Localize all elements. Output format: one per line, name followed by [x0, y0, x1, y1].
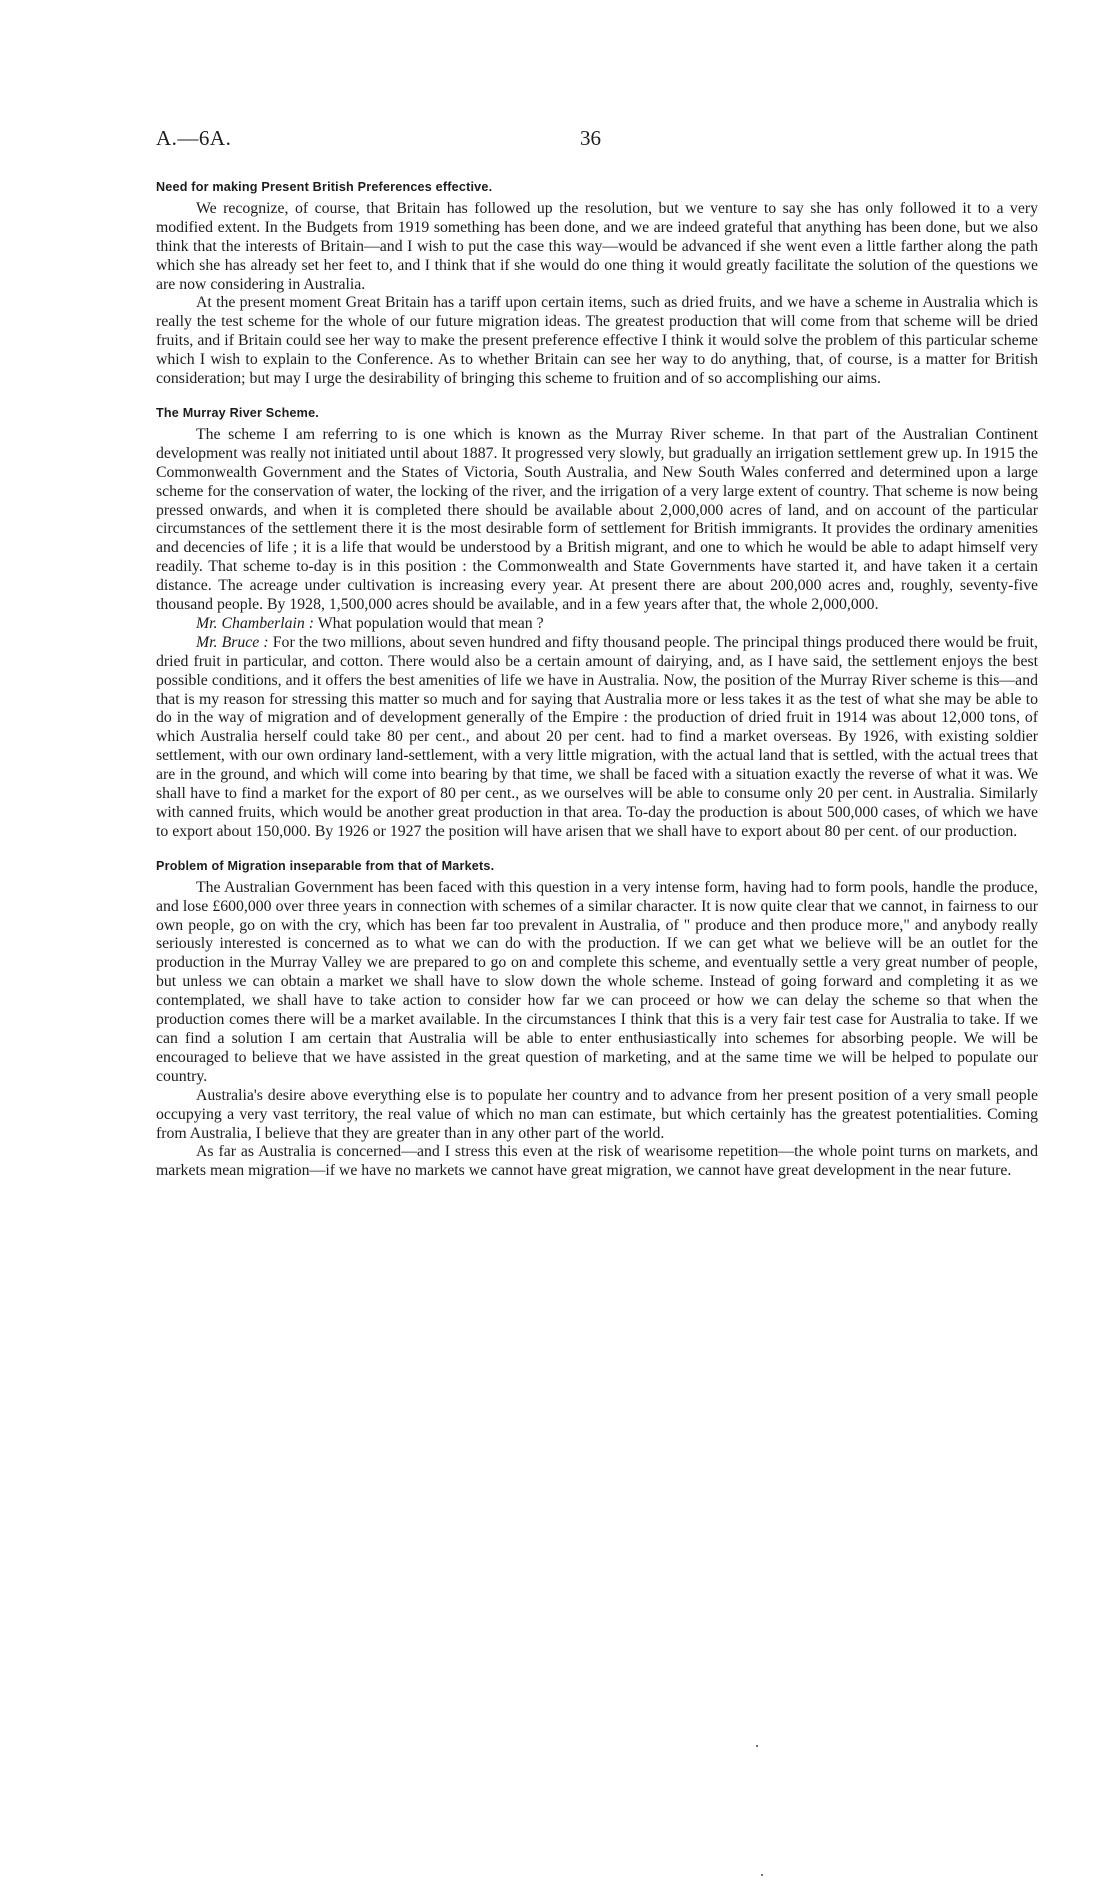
speaker-name: Mr. Bruce : [196, 633, 269, 651]
document-reference: A.—6A. [156, 126, 232, 150]
section-migration-and-markets [156, 857, 1038, 1181]
paragraph: At the present moment Great Britain has a tariff upon certain items, such as dried fruits, and we have a scheme in Australia which is really the test scheme for the whole of our future migration ideas. The greatest production that will come from that scheme will be dried fruits, and if Britain could see her way to make the present preference effective I think it would solve the problem of this particular scheme which I wish to explain to the Conference. As to whether Britain can see her way to do anything, that, of course, is a matter for British consideration; but may I urge the desirability of bringing this scheme to fruition and of so accomplishing our aims. [156, 294, 1038, 388]
scan-speck [761, 1874, 763, 1876]
speech-text: For the two millions, about seven hundred and fifty thousand people. The principal things produced there would be fruit, dried fruit in particular, and cotton. There would also be a certain amount of dairying, and, as I have said, the settlement enjoys the best possible conditions, and it offers the best amenities of life we have in Australia. Now, the position of the Murray River scheme is this—and that is my reason for stressing this matter so much and for saying that Australia more or less takes it as the test of what she may be able to do in the way of migration and of development generally of the Empire : the production of dried fruit in 1914 was about 12,000 tons, of which Australia herself could take 80 per cent., and about 20 per cent. had to find a market overseas. By 1926, with existing soldier settlement, with our own ordinary land-settlement, with a very little migration, with the actual land that is settled, with the actual trees that are in the ground, and which will come into bearing by that time, we shall be faced with a situation exactly the reverse of what it was. We shall have to find a market for the export of 80 per cent., as we ourselves will be able to consume only 20 per cent. in Australia. Similarly with canned fruits, which would be another great production in that area. To-day the production is about 500,000 cases, of which we have to export about 150,000. By 1926 or 1927 the position will have arisen that we shall have to export about 80 per cent. of our production. [156, 633, 1038, 840]
paragraph: As far as Australia is concerned—and I stress this even at the risk of wearisome repetition—the whole point turns on markets, and markets mean migration—if we have no markets we cannot have great migration, we cannot have great development in the near future. [156, 1143, 1038, 1180]
dialogue-turn [156, 634, 1038, 842]
section-murray-river-scheme [156, 404, 1038, 842]
section-heading: Need for making Present British Preferences effective. [156, 180, 493, 194]
paragraph: The Australian Government has been faced with this question in a very intense form, having had to form pools, handle the produce, and lose £600,000 over three years in connection with schemes of a similar character. It is now quite clear that we cannot, in fairness to our own people, go on with the cry, which has been far too prevalent in Australia, of " produce and then produce more," and anybody really seriously interested is concerned as to what we can do with the production. If we can get what we believe will be an outlet for the production in the Murray Valley we are prepared to go on and complete this scheme, and eventually settle a very great number of people, but unless we can obtain a market we shall have to slow down the whole scheme. Instead of going forward and completing it as we contemplated, we shall have to take action to consider how far we can proceed or how we can delay the scheme so that when the production comes there will be a market available. In the circumstances I think that this is a very fair test case for Australia to take. If we can find a solution I am certain that Australia will be able to enter enthusiastically into schemes for absorbing people. We will be encouraged to believe that we have assisted in the great question of marketing, and at the same time we will be helped to populate our country. [156, 878, 1038, 1085]
page-number: 36 [580, 126, 601, 150]
page-header [156, 126, 976, 156]
section-british-preferences [156, 178, 1038, 389]
scan-speck [756, 1745, 758, 1747]
section-heading: Problem of Migration inseparable from that of Markets. [156, 858, 495, 873]
dialogue-turn [156, 615, 1038, 634]
paragraph: The scheme I am referring to is one which is known as the Murray River scheme. In that part of the Australian Continent development was really not initiated until about 1887. It progressed very slowly, but gradually an irrigation settlement grew up. In 1915 the Commonwealth Government and the States of Victoria, South Australia, and New South Wales conferred and determined upon a large scheme for the conservation of water, the locking of the river, and the irrigation of a very large extent of country. That scheme is now being pressed onwards, and when it is completed there should be available about 2,000,000 acres of land, and on account of the particular circumstances of the settlement there it is the most desirable form of settlement for British immigrants. It provides the ordinary amenities and decencies of life ; it is a life that would be understood by a British migrant, and one to which he would be able to adapt himself very readily. That scheme to-day is in this position : the Commonwealth and State Governments have started it, and have taken it a certain distance. The acreage under cultivation is increasing every year. At present there are about 200,000 acres and, roughly, seventy-five thousand people. By 1928, 1,500,000 acres should be available, and in a few years after that, the whole 2,000,000. [156, 425, 1038, 614]
document-body [156, 178, 1038, 1196]
paragraph: We recognize, of course, that Britain has followed up the resolution, but we venture to say she has only followed it to a very modified extent. In the Budgets from 1919 something has been done, and we are indeed grateful that anything has been done, but we also think that the interests of Britain—and I wish to put the case this way—would be advanced if she went even a little farther along the path which she has already set her feet to, and I think that if she would do one thing it would greatly facilitate the solution of the questions we are now considering in Australia. [156, 199, 1038, 293]
paragraph: Australia's desire above everything else is to populate her country and to advance from her present position of a very small people occupying a very vast territory, the real value of which no man can estimate, but which certainly has the greatest potentialities. Coming from Australia, I believe that they are greater than in any other part of the world. [156, 1086, 1038, 1142]
speaker-name: Mr. Chamberlain : [196, 614, 315, 632]
speech-text: What population would that mean ? [314, 614, 544, 632]
section-heading: The Murray River Scheme. [156, 405, 319, 420]
